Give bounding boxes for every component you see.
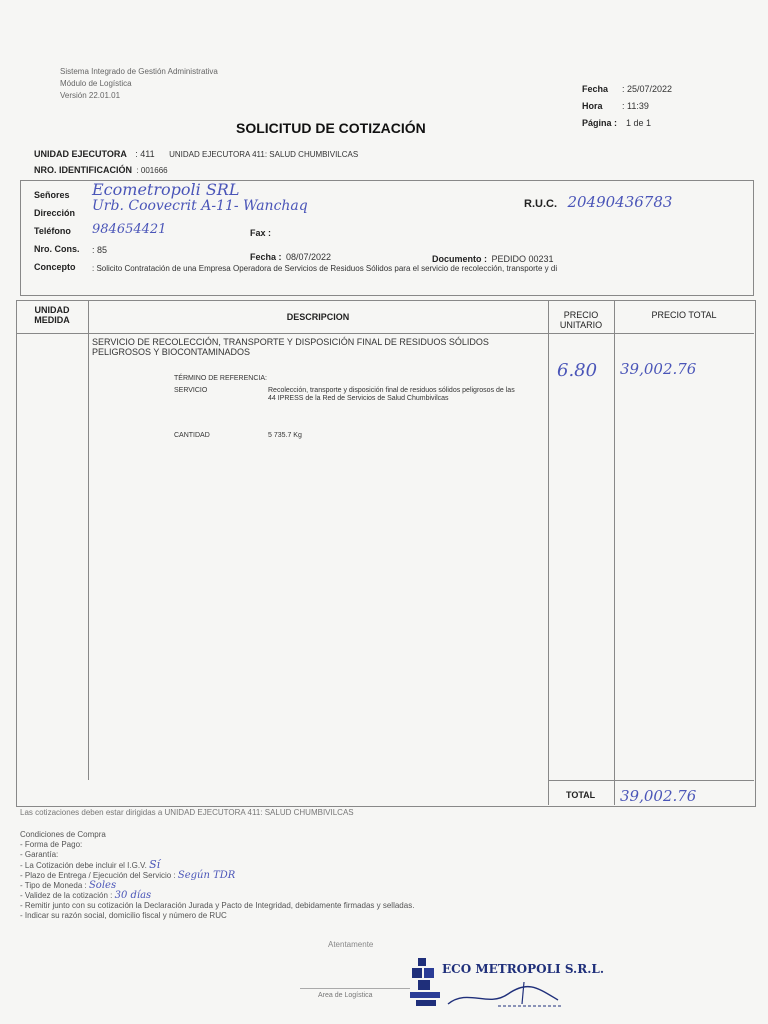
concepto-label: Concepto: [34, 262, 76, 272]
col-precio-total: PRECIO TOTAL: [651, 310, 717, 320]
column-divider: [614, 300, 615, 805]
total-value: 39,002.76: [620, 787, 697, 805]
documento-value: PEDIDO 00231: [491, 254, 554, 264]
column-divider: [88, 300, 89, 780]
plazo-condition: - Plazo de Entrega / Ejecución del Servicio :: [20, 871, 176, 880]
table-header-divider: [16, 333, 754, 334]
cantidad-value: 5 735.7 Kg: [268, 432, 302, 439]
col-precio-unitario: PRECIO UNITARIO: [559, 310, 603, 330]
ruc-label: R.U.C.: [524, 198, 557, 210]
signature-line: [300, 988, 410, 989]
pagina-value: 1 de 1: [626, 118, 652, 128]
page-title: SOLICITUD DE COTIZACIÓN: [236, 120, 426, 136]
nro-cons-label: Nro. Cons.: [34, 244, 80, 254]
igv-condition: - La Cotización debe incluir el I.G.V.: [20, 861, 147, 870]
supplier-fecha-label: Fecha :: [250, 252, 282, 262]
unidad-ejecutora-block: [34, 146, 358, 178]
version: Versión 22.01.01: [60, 91, 121, 100]
telefono-label: Teléfono: [34, 226, 71, 236]
documento-label: Documento :: [432, 254, 487, 264]
atentamente: Atentamente: [328, 940, 374, 949]
senores-label: Señores: [34, 190, 70, 200]
fecha-value: : 25/07/2022: [622, 84, 673, 94]
ruc-value: 20490436783: [567, 193, 673, 211]
telefono-value: 984654421: [92, 222, 167, 237]
razon-social-condition: - Indicar su razón social, domicilio fiscal y número de RUC: [20, 911, 227, 920]
system-name: Sistema Integrado de Gestión Administrativa: [60, 67, 218, 76]
concepto-value: : Solicito Contratación de una Empresa Operadora de Servicios de Residuos Sólidos para el servicio de recolección, transporte y di: [92, 264, 558, 273]
fax-label: Fax :: [250, 228, 272, 238]
module-name: Módulo de Logística: [60, 79, 132, 88]
col-unidad-medida: UNIDAD MEDIDA: [34, 305, 70, 325]
supplier-labels: [34, 190, 80, 280]
servicio-label: SERVICIO: [174, 387, 208, 394]
total-divider: [548, 780, 754, 781]
plazo-answer: Según TDR: [177, 870, 236, 881]
cantidad-label: CANTIDAD: [174, 432, 210, 439]
nro-identificacion-label: NRO. IDENTIFICACIÓN: [34, 165, 132, 175]
pagina-label: Página :: [582, 118, 618, 128]
hora-label: Hora: [582, 101, 603, 111]
system-info: [60, 66, 218, 102]
signature-icon: [438, 978, 568, 1012]
supplier-fecha-value: 08/07/2022: [285, 252, 332, 262]
area-logistica: Area de Logística: [318, 992, 373, 999]
moneda-condition: - Tipo de Moneda :: [20, 881, 87, 890]
precio-total-value: 39,002.76: [620, 360, 697, 378]
forma-pago: - Forma de Pago:: [20, 840, 83, 849]
direccion-label: Dirección: [34, 208, 76, 218]
col-descripcion: DESCRIPCION: [286, 312, 350, 322]
column-divider: [548, 300, 549, 805]
servicio-value: Recolección, transporte y disposición final de residuos sólidos peligrosos de las 44 IPRESS de la Red de Servicios de Salud Chumbivilcas: [268, 387, 515, 402]
igv-answer: Sí: [149, 858, 161, 871]
direccion-value: Urb. Coovecrit A-11- Wanchaq: [92, 198, 308, 214]
validez-condition: - Validez de la cotización :: [20, 891, 113, 900]
senores-value: Ecometropoli SRL: [92, 180, 240, 199]
unidad-code: : 411: [135, 149, 155, 159]
company-stamp: [408, 956, 604, 1016]
precio-unitario-value: 6.80: [557, 360, 598, 381]
condiciones-list: [20, 830, 414, 921]
item-title: SERVICIO DE RECOLECCIÓN, TRANSPORTE Y DISPOSICIÓN FINAL DE RESIDUOS SÓLIDOS PELIGROSOS Y BIOCONTAMINADOS: [92, 337, 489, 357]
fecha-label: Fecha: [582, 84, 609, 94]
garantia: - Garantía:: [20, 850, 59, 859]
condiciones-title: Condiciones de Compra: [20, 830, 106, 839]
nro-cons-value: : 85: [92, 245, 108, 255]
document-meta: [582, 80, 722, 131]
hora-value: : 11:39: [622, 101, 649, 111]
nro-identificacion-value: : 001666: [136, 166, 168, 175]
stamp-company-name: ECO METROPOLI S.R.L.: [442, 962, 604, 976]
total-label: TOTAL: [566, 790, 596, 800]
moneda-answer: Soles: [88, 880, 117, 891]
remitir-condition: - Remitir junto con su cotización la Declaración Jurada y Pacto de Integridad, debidamente firmadas y selladas.: [20, 901, 415, 910]
unidad-label: UNIDAD EJECUTORA: [34, 149, 127, 159]
cotizaciones-note: Las cotizaciones deben estar dirigidas a UNIDAD EJECUTORA 411: SALUD CHUMBIVILCAS: [20, 808, 354, 817]
validez-answer: 30 días: [114, 890, 152, 901]
unidad-name: UNIDAD EJECUTORA 411: SALUD CHUMBIVILCAS: [169, 150, 359, 159]
termino-referencia: TÉRMINO DE REFERENCIA:: [174, 375, 267, 382]
